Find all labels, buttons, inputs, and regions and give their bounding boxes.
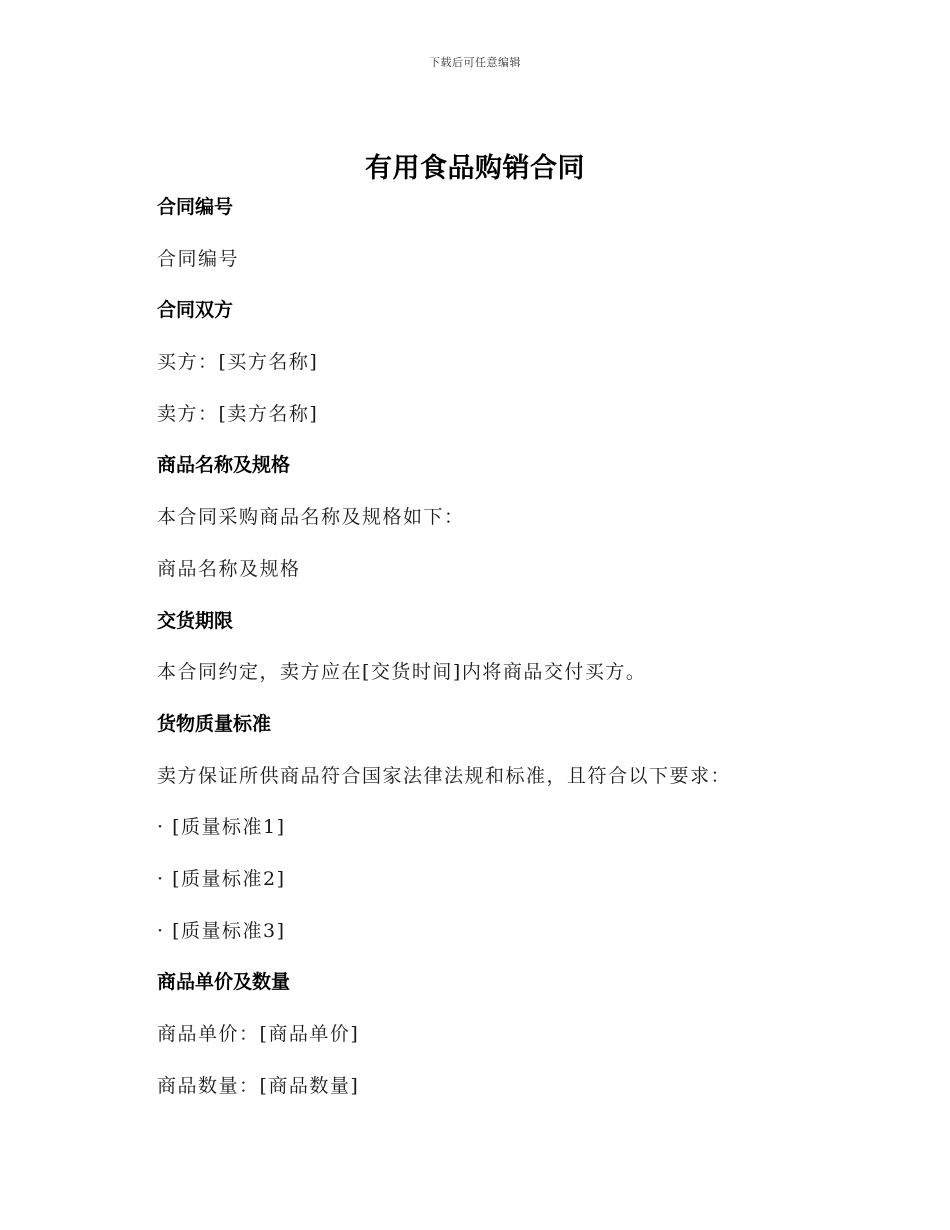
- buyer-line: 买方：[买方名称]: [157, 351, 319, 374]
- quality-item-3: · [质量标准3]: [157, 919, 286, 942]
- section-heading-goods: 商品名称及规格: [157, 454, 291, 477]
- quality-intro-text: 卖方保证所供商品符合国家法律法规和标准，且符合以下要求：: [157, 764, 732, 787]
- section-heading-price-quantity: 商品单价及数量: [157, 971, 291, 994]
- goods-intro-text: 本合同采购商品名称及规格如下：: [157, 506, 465, 529]
- section-heading-delivery: 交货期限: [157, 609, 234, 632]
- quantity-line: 商品数量：[商品数量]: [157, 1074, 360, 1097]
- document-title: 有用食品购销合同: [365, 153, 585, 184]
- section-heading-parties: 合同双方: [157, 299, 234, 322]
- quality-item-2: · [质量标准2]: [157, 867, 286, 890]
- goods-spec-text: 商品名称及规格: [157, 557, 301, 580]
- quality-item-1: · [质量标准1]: [157, 816, 286, 839]
- section-heading-quality: 货物质量标准: [157, 712, 272, 735]
- delivery-text: 本合同约定，卖方应在[交货时间]内将商品交付买方。: [157, 661, 647, 684]
- section-heading-contract-number: 合同编号: [157, 196, 234, 218]
- document-body: [157, 193, 797, 1123]
- page-header-note: 下载后可任意编辑: [429, 56, 521, 69]
- seller-line: 卖方：[卖方名称]: [157, 402, 319, 425]
- unit-price-line: 商品单价：[商品单价]: [157, 1023, 360, 1045]
- contract-number-text: 合同编号: [157, 247, 240, 270]
